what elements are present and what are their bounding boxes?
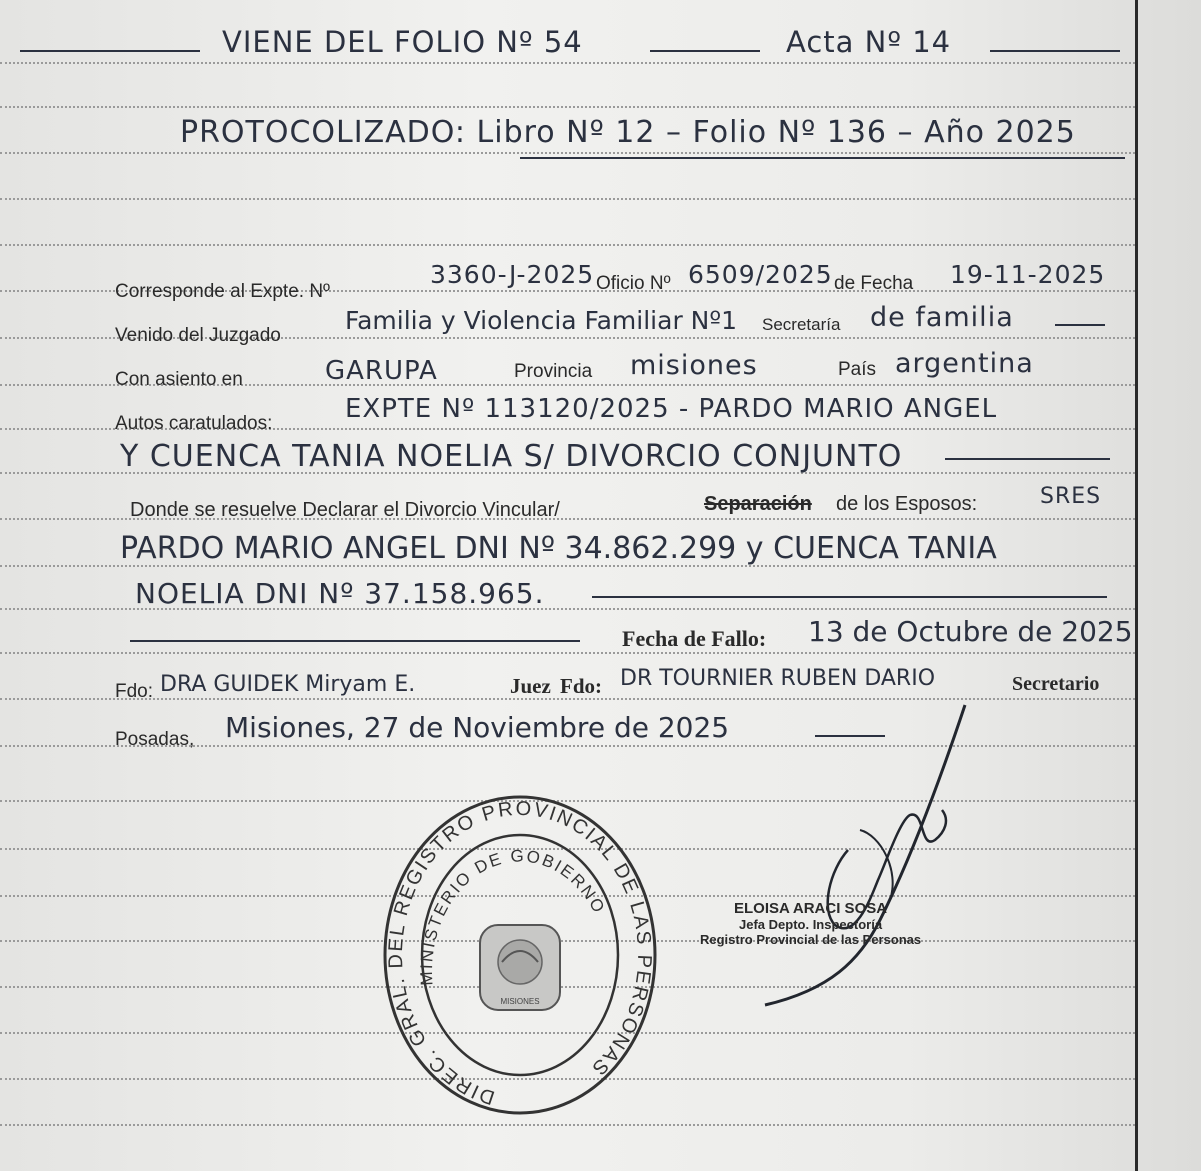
oficio-value: 6509/2025 bbox=[688, 260, 833, 289]
dash-line bbox=[20, 50, 200, 52]
separacion-label: Separación bbox=[704, 493, 812, 515]
secretaria-label: Secretaría bbox=[762, 315, 841, 334]
seal-emblem-icon bbox=[480, 925, 560, 1010]
autos-value-2: Y CUENCA TANIA NOELIA S/ DIVORCIO CONJUNTO bbox=[120, 439, 903, 474]
fecha-value: 19-11-2025 bbox=[950, 260, 1106, 289]
autos-value-1: EXPTE Nº 113120/2025 - PARDO MARIO ANGEL bbox=[345, 394, 998, 424]
provincia-value: misiones bbox=[630, 350, 758, 381]
signer-org: Registro Provincial de las Personas bbox=[700, 932, 922, 947]
handwritten-signature bbox=[760, 700, 990, 1010]
ruled-line bbox=[0, 198, 1135, 200]
fecha-label: de Fecha bbox=[834, 273, 914, 294]
ruled-line bbox=[0, 152, 1135, 154]
pais-value: argentina bbox=[895, 348, 1034, 379]
stamp-inner-text: MINISTERIO DE GOBIERNO bbox=[416, 846, 610, 987]
oficio-label: Oficio Nº bbox=[596, 273, 671, 294]
dash-line bbox=[990, 50, 1120, 52]
signer-name: ELOISA ARACI SOSA bbox=[734, 900, 888, 917]
fdo2-value: DR TOURNIER RUBEN DARIO bbox=[620, 666, 936, 691]
asiento-label: Con asiento en bbox=[115, 369, 243, 390]
ruled-line bbox=[0, 244, 1135, 246]
pais-label: País bbox=[838, 359, 877, 380]
dash-line bbox=[592, 596, 1107, 598]
lugar-label: Posadas, bbox=[115, 729, 195, 750]
signature-block bbox=[700, 900, 921, 947]
dash-line bbox=[650, 50, 760, 52]
fallo-label: Fecha de Fallo: bbox=[622, 626, 767, 651]
autos-label: Autos caratulados: bbox=[115, 413, 273, 434]
esposos-label: de los Esposos: bbox=[836, 493, 978, 515]
asiento-value: GARUPA bbox=[325, 356, 438, 386]
juzgado-label: Venido del Juzgado bbox=[115, 325, 281, 346]
stamp-outer-text: DIREC. GRAL. DEL REGISTRO PROVINCIAL DE LAS PERSONAS bbox=[384, 797, 656, 1109]
ruled-line bbox=[0, 62, 1135, 64]
fdo2-label: Fdo: bbox=[560, 674, 602, 698]
juzgado-value: Familia y Violencia Familiar Nº1 bbox=[345, 306, 738, 335]
ruled-line bbox=[0, 1124, 1135, 1126]
esposos-value-0: SRES bbox=[1040, 484, 1102, 509]
dash-line bbox=[130, 640, 580, 642]
lugar-value: Misiones, 27 de Noviembre de 2025 bbox=[225, 711, 730, 744]
acta-text: Acta Nº 14 bbox=[786, 25, 952, 59]
esposos-value-1: PARDO MARIO ANGEL DNI Nº 34.862.299 y CUENCA TANIA bbox=[120, 531, 997, 566]
secretaria-value: de familia bbox=[870, 302, 1014, 333]
margin-line bbox=[1135, 0, 1138, 1171]
resuelve-label: Donde se resuelve Declarar el Divorcio Vincular/ bbox=[130, 499, 560, 521]
expte-label: Corresponde al Expte. Nº bbox=[115, 281, 330, 302]
seal-text: MISIONES bbox=[500, 997, 540, 1006]
dash-line bbox=[1055, 324, 1105, 326]
expte-value: 3360-J-2025 bbox=[430, 260, 595, 289]
esposos-value-2: NOELIA DNI Nº 37.158.965. bbox=[135, 577, 545, 610]
underline bbox=[520, 157, 1125, 159]
protocolizado-text: PROTOCOLIZADO: Libro Nº 12 – Folio Nº 136 – Año 2025 bbox=[180, 115, 1076, 150]
dash-line bbox=[945, 458, 1110, 460]
fdo1-value: DRA GUIDEK Miryam E. bbox=[160, 672, 416, 697]
secretario-label: Secretario bbox=[1012, 673, 1100, 695]
signer-title: Jefa Depto. Inspectoría bbox=[739, 917, 883, 932]
fdo1-label: Fdo: bbox=[115, 681, 154, 702]
fallo-value: 13 de Octubre de 2025 bbox=[808, 615, 1133, 648]
official-stamp bbox=[380, 790, 660, 1120]
ruled-line bbox=[0, 106, 1135, 108]
juez-label: Juez bbox=[510, 674, 551, 698]
ruled-line bbox=[0, 652, 1135, 654]
viene-folio-text: VIENE DEL FOLIO Nº 54 bbox=[222, 25, 583, 59]
provincia-label: Provincia bbox=[514, 361, 593, 382]
